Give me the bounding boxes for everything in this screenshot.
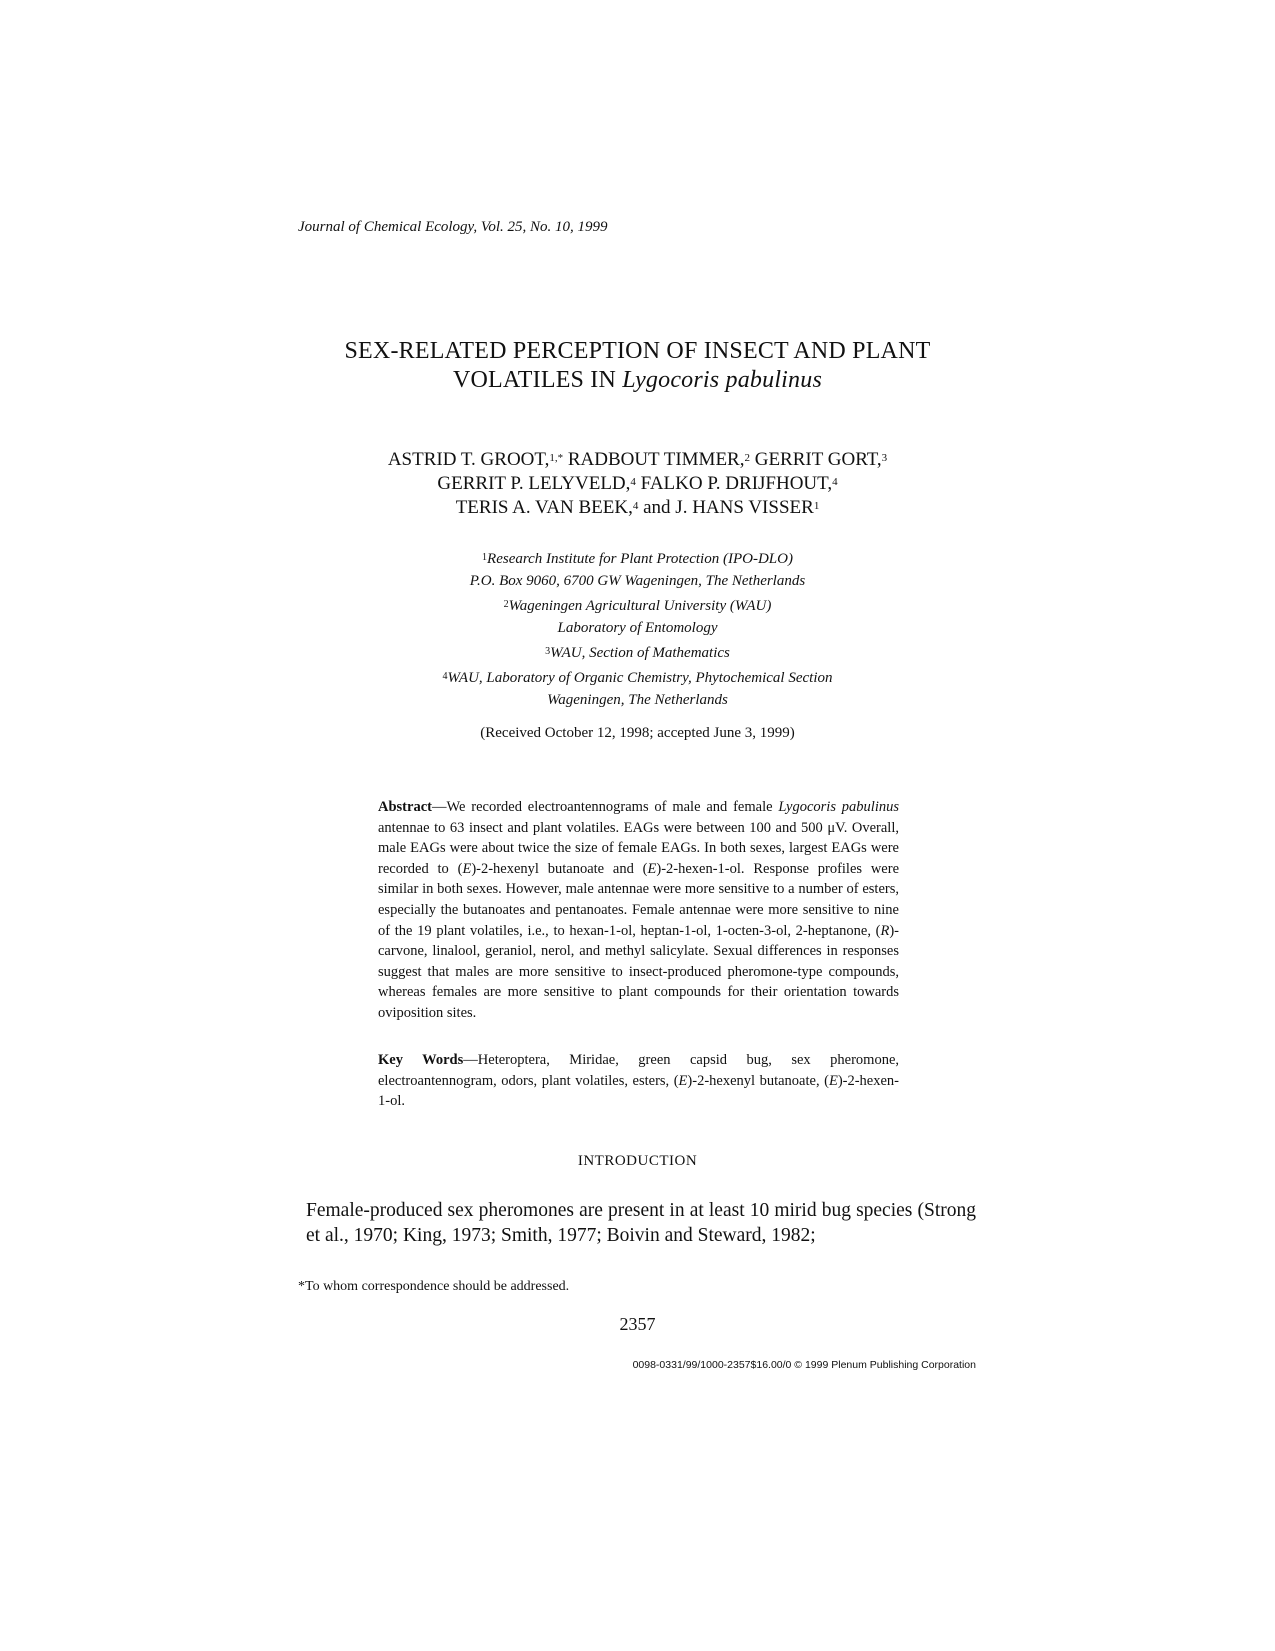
affiliation-3	[0, 642, 1275, 664]
keywords-label: Key Words	[378, 1052, 464, 1068]
author-affil-mark: 1,*	[549, 452, 564, 464]
affiliation-line: WAU, Section of Mathematics	[550, 645, 730, 661]
keywords-stereo: E	[678, 1072, 688, 1089]
affiliation-1	[0, 548, 1275, 592]
author-list	[0, 448, 1275, 520]
paper-title	[0, 337, 1275, 395]
author-line-1	[0, 448, 1275, 472]
abstract-text: )-2-hexenyl butanoate and (	[471, 860, 648, 877]
abstract-stereo: R	[880, 922, 890, 939]
author-line-3	[0, 496, 1275, 520]
author-name: GERRIT P. LELYVELD,	[437, 473, 631, 494]
introduction-heading: INTRODUCTION	[577, 1153, 698, 1169]
title-line-2	[0, 366, 1275, 395]
footnote	[298, 1279, 569, 1295]
affiliation-mark: 3	[545, 646, 551, 657]
author-name: GERRIT GORT,	[754, 449, 882, 470]
affiliation-line: Wageningen Agricultural University (WAU)	[508, 598, 772, 614]
abstract-text: )-carvone, linalool, geraniol, nerol, and methyl salicylate. Sexual differences in responses suggest that males are more sensitive to insect-produced pheromone-type compounds, whereas females are more sensitive to plant compounds for their orientation towards oviposition sites.	[378, 922, 899, 1021]
page-number: 2357	[619, 1314, 656, 1334]
affiliation-line: Wageningen, The Netherlands	[547, 692, 728, 708]
abstract-text: We recorded electroantennograms of male and female	[446, 799, 779, 815]
abstract-dash: —	[431, 799, 447, 815]
affiliation-mark: 1	[482, 552, 488, 563]
title-line-2-text: VOLATILES IN	[452, 367, 623, 393]
keywords-stereo: E	[828, 1072, 838, 1089]
footnote-text: To whom correspondence should be addressed.	[305, 1279, 570, 1294]
affiliation-4	[0, 667, 1275, 711]
author-name: ASTRID T. GROOT,	[387, 449, 550, 470]
keywords-text: Heteroptera, Miridae, green capsid bug, sex pheromone, electroantennogram, odors, plant volatiles, esters, (	[378, 1052, 900, 1089]
author-affil-mark: 4	[632, 500, 639, 512]
abstract-species: Lygocoris pabulinus	[778, 799, 899, 815]
author-affil-mark: 2	[744, 452, 750, 464]
author-affil-mark: 3	[881, 452, 888, 464]
abstract-text: antennae to 63 insect and plant volatiles. EAGs were between 100 and 500 μV. Overall, male EAGs were about twice the size of female EAGs. In both sexes, largest EAGs were recorded to (	[378, 819, 899, 877]
affiliation-mark: 2	[503, 599, 509, 610]
title-line-1: SEX-RELATED PERCEPTION OF INSECT AND PLANT	[344, 338, 931, 364]
abstract-label: Abstract	[378, 799, 432, 815]
author-affil-mark: 1	[813, 500, 820, 512]
affiliations	[0, 548, 1275, 714]
affiliation-line: P.O. Box 9060, 6700 GW Wageningen, The Netherlands	[469, 573, 806, 589]
keywords-text: )-2-hexen-1-ol.	[378, 1072, 899, 1110]
author-name: and J. HANS VISSER	[643, 497, 814, 518]
author-name: TERIS A. VAN BEEK,	[455, 497, 633, 518]
abstract	[378, 797, 899, 1024]
author-affil-mark: 4	[832, 476, 838, 488]
abstract-stereo: E	[647, 860, 657, 877]
key-words	[378, 1050, 899, 1112]
affiliation-line: Research Institute for Plant Protection (IPO-DLO)	[487, 551, 793, 567]
author-affil-mark: 4	[630, 476, 636, 488]
abstract-text: )-2-hexen-1-ol. Response profiles were similar in both sexes. However, male antennae were more sensitive to a number of esters, especially the butanoates and pentanoates. Female antennae were more sensitive to nine of the 19 plant volatiles, i.e., to hexan-1-ol, heptan-1-ol, 1-octen-3-ol, 2-heptanone, (	[378, 860, 900, 939]
author-line-2	[0, 472, 1275, 496]
author-name: FALKO P. DRIJFHOUT,	[640, 473, 833, 494]
title-species: Lygocoris pabulinus	[622, 367, 822, 393]
footnote-mark: *	[298, 1279, 305, 1294]
keywords-dash: —	[463, 1052, 478, 1068]
abstract-stereo: E	[462, 860, 472, 877]
journal-header: Journal of Chemical Ecology, Vol. 25, No. 10, 1999	[298, 219, 608, 235]
affiliation-mark: 4	[442, 671, 448, 682]
affiliation-2	[0, 595, 1275, 639]
keywords-text: )-2-hexenyl butanoate, (	[687, 1072, 829, 1089]
introduction-text: Female-produced sex pheromones are present in at least 10 mirid bug species (Strong et al., 1970; King, 1973; Smith, 1977; Boivin and Steward, 1982;	[306, 1200, 976, 1246]
copyright-line: 0098-0331/99/1000-2357$16.00/0 © 1999 Plenum Publishing Corporation	[632, 1359, 976, 1371]
affiliation-line: WAU, Laboratory of Organic Chemistry, Phytochemical Section	[447, 670, 833, 686]
received-dates: (Received October 12, 1998; accepted June 3, 1999)	[480, 725, 795, 741]
author-name: RADBOUT TIMMER,	[567, 449, 745, 470]
affiliation-line: Laboratory of Entomology	[557, 620, 718, 636]
